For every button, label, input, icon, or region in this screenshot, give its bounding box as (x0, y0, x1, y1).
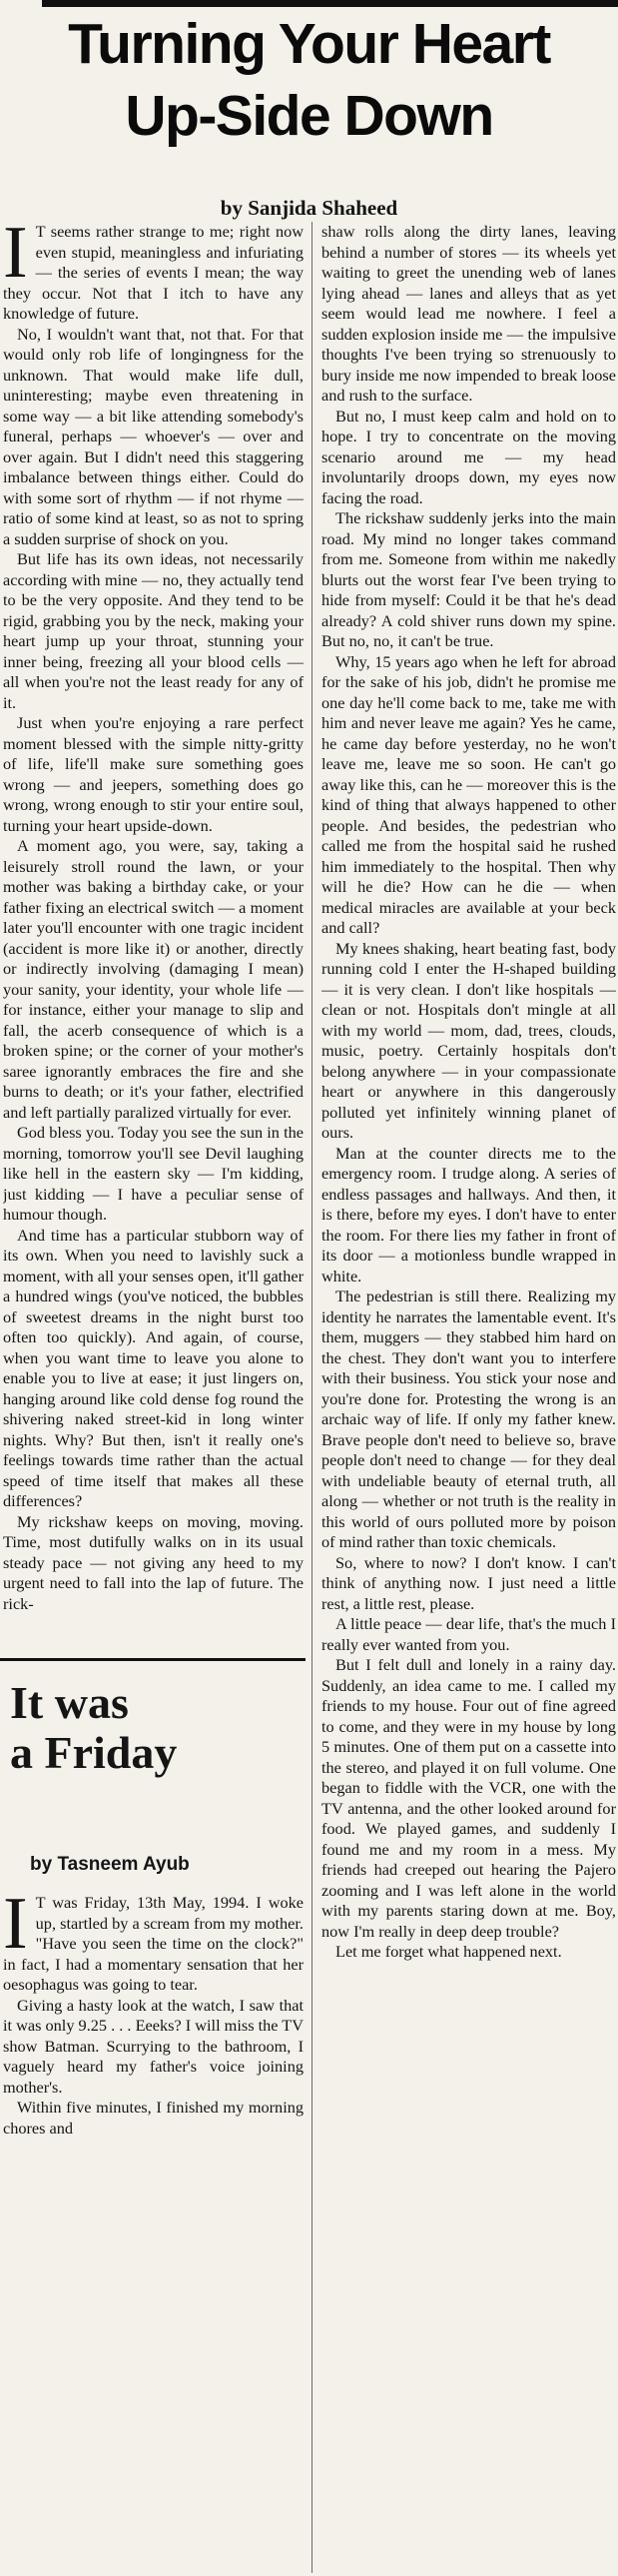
article-title-line-2: Up-Side Down (125, 84, 493, 148)
second-article-title-line-1: It was (10, 1677, 129, 1728)
paragraph: And time has a particular stubborn way of its own. When you need to lavishly suck a moment, with all your senses open, it'll gather a hundred wings (you've noticed, the bubbles of sweetest dreams in the night burst too often too quickly). And again, of course, when you want time to leave you alone to enable you to live at ease; it just lingers on, hanging around like cold dense fog round the shivering naked street-kid in long winter nights. Why? But then, isn't it really one's feelings towards time rather than the actual speed of time itself that makes all these differences? (3, 1225, 304, 1510)
paragraph: But I felt dull and lonely in a rainy day. Suddenly, an idea came to me. I called my friends to my house. Four out of fine agreed to come, and they were in my house by long 5 minutes. One of them put on a cassette into the stereo, and played it on full volume. One began to fiddle with the VCR, one with the TV antenna, and the other looked around for food. We played games, and suddenly I found me and my room in a mess. My friends had creeped out hearing the Pajero zooming and I was left alone in the world with my parents staring down at me. Boy, now I'm really in deep deep trouble? (321, 1655, 616, 1941)
second-article-column (3, 1893, 304, 2573)
paragraph: Giving a hasty look at the watch, I saw that it was only 9.25 . . . Eeeks? I will miss the TV show Batman. Scurrying to the bathroom, I vaguely heard my father's voice joining mother's. (3, 1995, 304, 2097)
paragraph: shaw rolls along the dirty lanes, leaving behind a number of stores — its wheels yet waiting to greet the unending web of lanes lying ahead — lanes and alleys that as yet seem would lead me nowhere. I feel a sudden explosion inside me — the impulsive thoughts I've been trying so strenuously to bury inside me now impended to break loose and rush to the surface. (321, 222, 616, 405)
article-byline: by Sanjida Shaheed (220, 196, 398, 220)
paragraph: But life has its own ideas, not necessarily according with mine — no, they actually tend to be the very opposite. And they tend to be rigid, grabbing you by the neck, making your heart jump up your throat, stunning your inner being, freezing all your blood cells — all when you're not the least ready for any of it. (3, 549, 304, 712)
article-title (0, 8, 618, 152)
paragraph: God bless you. Today you see the sun in the morning, tomorrow you'll see Devil laughing like hell in the eastern sky — I'm kidding, just kidding — I have a peculiar sense of humour though. (3, 1123, 304, 1224)
paragraph: A little peace — dear life, that's the much I really ever wanted from you. (321, 1614, 616, 1654)
paragraph: My knees shaking, heart beating fast, body running cold I enter the H-shaped building — it is very clean. I don't like hospitals — clean or not. Hospitals don't mingle at all with my world — mom, dad, trees, clouds, music, poetry. Certainly hospitals don't belong anywhere — in your compassionate heart or anywhere in this dangerously polluted yet infinitely winning planet of ours. (321, 938, 616, 1142)
paragraph: No, I wouldn't want that, not that. For that would only rob life of longingness for the unknown. That would make life dull, uninteresting; maybe even threatening in some way — a bit like attending somebody's funeral, perhaps — whoever's — over and over again. But I didn't need this staggering imbalance between things either. Could do with some sort of rhythm — if not rhyme — ratio of some kind at least, so as not to spring a sudden surprise of shock on you. (3, 324, 304, 548)
column-divider (311, 222, 312, 2573)
article-column-1 (3, 222, 304, 1650)
drop-cap: I (3, 222, 28, 294)
paragraph: My rickshaw keeps on moving, moving. Time, most dutifully walks on in its usual steady pace — not giving any heed to my urgent need to fall into the lap of future. The rick- (3, 1511, 304, 1613)
paragraph: The pedestrian is still there. Realizing my identity he narrates the lamentable event. It's them, muggers — they stabbed him hard on the chest. They don't want you to interfere with their business. You stick your nose and you're done for. Protesting the wrong is an archaic way of life. If only my father knew. Brave people don't need to believe so, brave people don't need to change — for they deal with undeliable beauty of eternal truth, all along — whether or not truth is the reality in this world of ours polluted more by poison of mind rather than toxic chemicals. (321, 1287, 616, 1551)
paragraph: Just when you're enjoying a rare perfect moment blessed with the simple nitty-gritty of life, life'll make sure something goes wrong — and jeepers, something does go wrong, wrong enough to stir your entire soul, turning your heart upside-down. (3, 713, 304, 835)
paragraph: Why, 15 years ago when he left for abroad for the sake of his job, didn't he promise me one day he'll come back to me, take me with him and never leave me again? Yes he came, he came day before yesterday, no he won't leave me, leave me so soon. He can't go away like this, can he — moreover this is the kind of thing that always happened to other people. And besides, the pedestrian who called me from the hospital said he rushed him immediately to the hospital. Then why will he die? How can he die — when medical miracles are available at your beck and call? (321, 651, 616, 937)
drop-cap: I (3, 1893, 28, 1965)
paragraph: So, where to now? I don't know. I can't think of anything now. I just need a little rest, a little rest, please. (321, 1552, 616, 1613)
second-article-title-line-2: a Friday (10, 1727, 178, 1778)
header-rule (42, 0, 618, 7)
paragraph: Within five minutes, I finished my morning chores and (3, 2098, 304, 2138)
paragraph: Man at the counter directs me to the emergency room. I trudge along. A series of endless passages and hallways. And then, it is there, before my eyes. I don't have to enter the room. For there lies my father in front of its door — a motionless bundle wrapped in white. (321, 1143, 616, 1286)
paragraph: I T seems rather strange to me; right now even stupid, meaningless and infuriating — the series of events I mean; the way they occur. Not that I itch to have any knowledge of future. (3, 222, 304, 323)
article-title-line-1: Turning Your Heart (68, 12, 550, 76)
article-column-2 (321, 222, 616, 2573)
paragraph: I T was Friday, 13th May, 1994. I woke up, startled by a scream from my mother. "Have you seen the time on the clock?" in fact, I had a momentary sensation that her oesophagus was going to tear. (3, 1893, 304, 1994)
paragraph: A moment ago, you were, say, taking a leisurely stroll round the lawn, or your mother was baking a birthday cake, or your father fixing an electrical switch — a moment later you'll encounter with one tragic incident (accident is more like it) or another, directly or indirectly involving (damaging I mean) your sanity, your identity, your whole life — for instance, either your manage to slip and fall, the acerb consequence of which is a broken spine; or the corner of your mother's saree ignorantly embraces the fire and she burns to death; or it's your father, electrified and left partially paralized virtually for ever. (3, 836, 304, 1122)
paragraph: The rickshaw suddenly jerks into the main road. My mind no longer takes command from me. Someone from within me nakedly blurts out the worst fear I've been trying to hide from myself: Could it be that he's dead already? A cold shiver runs down my spine. But no, no, it can't be true. (321, 508, 616, 650)
second-article-byline: by Tasneem Ayub (30, 1854, 190, 1875)
paragraph: But no, I must keep calm and hold on to hope. I try to concentrate on the moving scenario around me — my head involuntarily droops down, my eyes now facing the road. (321, 406, 616, 507)
paragraph: Let me forget what happened next. (335, 1942, 562, 1961)
second-article-title (10, 1678, 177, 1778)
